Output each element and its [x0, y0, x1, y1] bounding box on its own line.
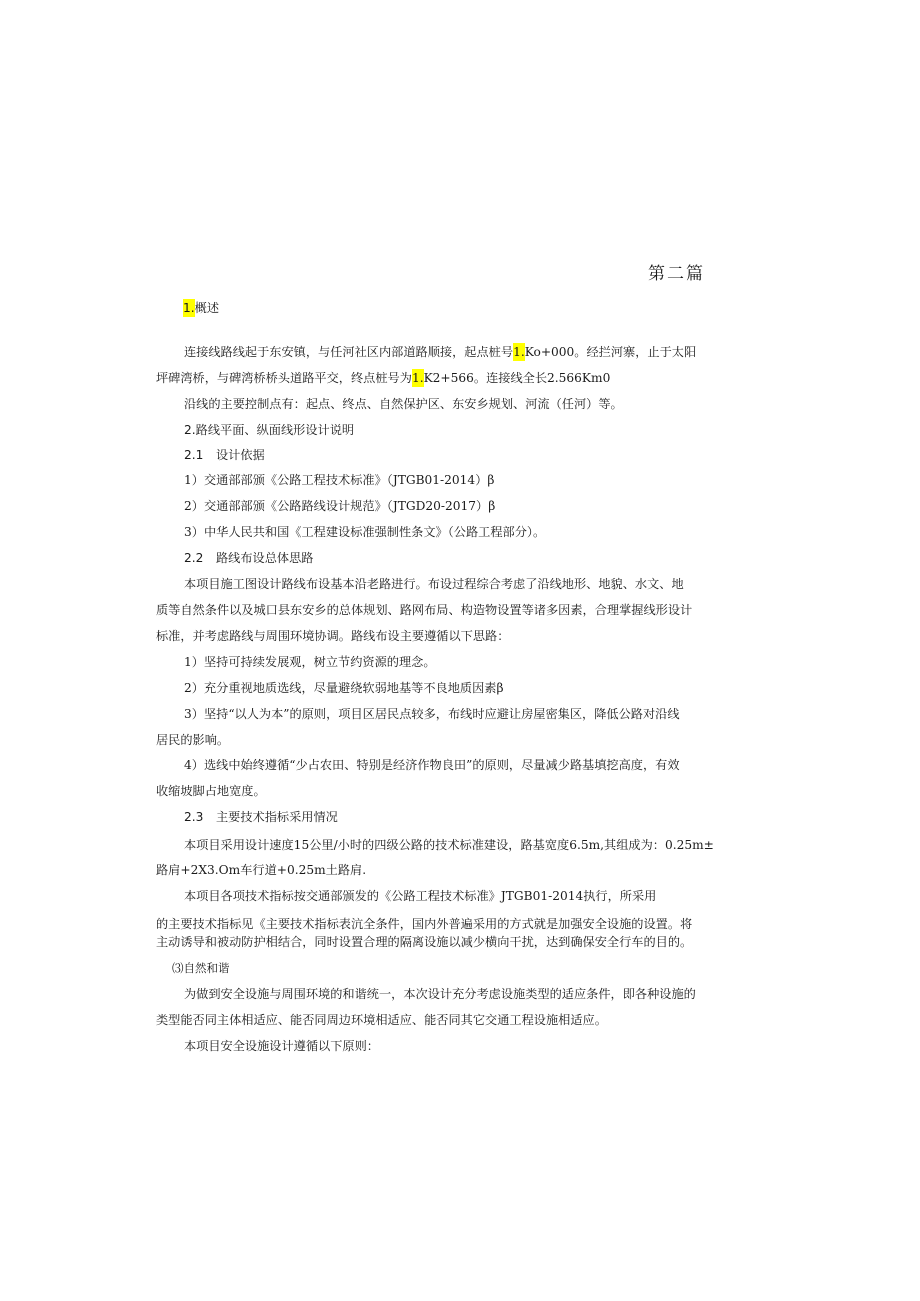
paragraph-5-line-2: 的主要技术指标见《主要技术指标表沆全条件，国内外普遍采用的方式就是加强安全设施的设置。将 — [156, 917, 693, 931]
principle-4-line-1: 4）选线中始终遵循“少占农田、特别是经济作物良田”的原则，尽量减少路基填挖高度，有效 — [184, 758, 680, 772]
paragraph-4-line-2: 路肩+2X3.Om车行道+0.25m土路肩. — [156, 863, 367, 877]
paragraph-1-line-2 — [156, 369, 610, 387]
text-run: Ko+000。经拦河寨，止于太阳 — [524, 345, 697, 359]
section-2-2-heading — [184, 549, 314, 567]
section-2-3-heading — [184, 808, 338, 826]
list-item-ref-3: 3）中华人民共和国《工程建设标准强制性条文》（公路工程部分）。 — [184, 525, 546, 539]
section-2-1-heading — [184, 446, 265, 464]
section-2-heading: 2.路线平面、纵面线形设计说明 — [184, 423, 355, 437]
paragraph-3-line-3: 标准，并考虑路线与周围环境协调。路线布设主要遵循以下思路： — [156, 629, 510, 643]
paragraph-6-line-1: 为做到安全设施与周围环境的和谐统一，本次设计充分考虑设施类型的适应条件，即各种设施的 — [184, 987, 696, 1001]
highlight-mark: 1. — [513, 345, 525, 359]
section-number: 2.3 — [184, 810, 204, 824]
section-number: 2.2 — [184, 551, 204, 565]
principle-3-line-1: 3）坚持“以人为本”的原则，项目区居民点较多，布线时应避让房屋密集区，降低公路对沿线 — [184, 707, 680, 721]
list-item-ref-1: 1）交通部部颁《公路工程技术标准》（JTGB01-2014）β — [184, 473, 495, 487]
subsection-heading: ⑶自然和谐 — [172, 961, 230, 975]
paragraph-7: 本项目安全设施设计遵循以下原则： — [184, 1039, 379, 1053]
chapter-title: 第二篇 — [648, 264, 705, 284]
highlight-mark: 1. — [411, 371, 424, 385]
section-title: 路线布设总体思路 — [216, 551, 314, 565]
text-run: 坪碑湾桥，与碑湾桥桥头道路平交，终点桩号为 — [156, 371, 412, 385]
section-title: 主要技术指标采用情况 — [216, 810, 338, 824]
paragraph-5-line-3: 主动诱导和被动防护相结合，同时设置合理的隔离设施以减少横向干扰，达到确保安全行车的目的。 — [156, 935, 693, 949]
section-1-number: 1. — [183, 301, 195, 315]
paragraph-5-line-1: 本项目各项技术指标按交通部颁发的《公路工程技术标准》JTGB01-2014执行，所采用 — [184, 889, 657, 903]
principle-2: 2）充分重视地质选线，尽量避绕软弱地基等不良地质因素β — [184, 681, 504, 695]
text-run: K2+566。连接线全长2.566Km0 — [423, 371, 611, 385]
principle-4-line-2: 收缩坡脚占地宽度。 — [156, 784, 266, 798]
paragraph-2: 沿线的主要控制点有：起点、终点、自然保护区、东安乡规划、河流（任河）等。 — [184, 397, 623, 411]
section-1-title: 概述 — [194, 301, 220, 315]
principle-1: 1）坚持可持续发展观，树立节约资源的理念。 — [184, 655, 436, 669]
list-item-ref-2: 2）交通部部颁《公路路线设计规范》（JTGD20-2017）β — [184, 499, 496, 513]
principle-3-line-2: 居民的影响。 — [156, 733, 230, 747]
paragraph-6-line-2: 类型能否同主体相适应、能否同周边环境相适应、能否同其它交通工程设施相适应。 — [156, 1013, 607, 1027]
section-1-heading — [183, 299, 219, 317]
paragraph-3-line-1: 本项目施工图设计路线布设基本沿老路进行。布设过程综合考虑了沿线地形、地貌、水文、地 — [184, 577, 684, 591]
paragraph-4-line-1: 本项目采用设计速度15公里/小时的四级公路的技术标准建设，路基宽度6.5m,其组成为：0.25m± — [184, 838, 714, 852]
paragraph-3-line-2: 质等自然条件以及城口县东安乡的总体规划、路网布局、构造物设置等诸多因素，合理掌握线形设计 — [156, 603, 693, 617]
text-run: 连接线路线起于东安镇，与任河社区内部道路顺接，起点桩号 — [184, 345, 514, 359]
section-title: 设计依据 — [216, 448, 265, 462]
section-number: 2.1 — [184, 448, 204, 462]
paragraph-1-line-1 — [184, 343, 696, 361]
